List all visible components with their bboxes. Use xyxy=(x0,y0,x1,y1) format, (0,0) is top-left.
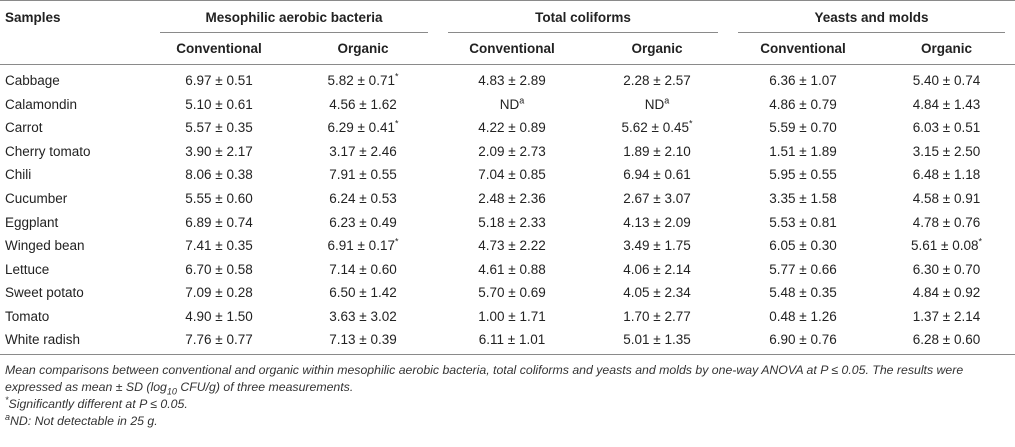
value-cell xyxy=(150,116,288,140)
value-text: 3.17 ± 2.46 xyxy=(329,143,397,159)
value-cell xyxy=(438,234,586,258)
value-text: 6.23 ± 0.49 xyxy=(329,214,397,230)
value-text: 1.51 ± 1.89 xyxy=(769,143,837,159)
table-row xyxy=(0,210,1015,234)
value-cell xyxy=(728,116,878,140)
value-cell xyxy=(728,93,878,117)
value-cell xyxy=(878,281,1015,305)
value-text: 6.90 ± 0.76 xyxy=(769,332,837,348)
footnote-mark: * xyxy=(688,118,693,129)
sample-name-cell: Winged bean xyxy=(5,238,85,254)
value-text: 3.35 ± 1.58 xyxy=(769,191,837,206)
sample-name-cell: Eggplant xyxy=(5,214,59,230)
value-cell xyxy=(288,116,438,140)
value-text: 5.57 ± 0.35 xyxy=(185,120,253,136)
sample-name-cell: White radish xyxy=(0,328,150,354)
value-cell xyxy=(288,65,438,93)
sub-header-conventional: Conventional xyxy=(150,33,288,65)
value-cell xyxy=(586,234,728,258)
value-cell xyxy=(586,328,728,354)
value-cell xyxy=(878,116,1015,140)
value-text: 5.61 ± 0.08 xyxy=(911,238,979,254)
value-text: 3.49 ± 1.75 xyxy=(623,238,691,254)
value-cell xyxy=(288,304,438,328)
empty-header-cell xyxy=(0,33,150,65)
footnote-nd: $^a$ND: Not detectable in 25 g. xyxy=(5,411,158,428)
value-text: 7.76 ± 0.77 xyxy=(185,332,253,348)
value-cell xyxy=(288,281,438,305)
value-text: 2.28 ± 2.57 xyxy=(623,73,691,89)
sample-name-cell: Tomato xyxy=(5,308,50,324)
value-text: 0.48 ± 1.26 xyxy=(769,308,837,324)
value-cell xyxy=(438,163,586,187)
sub-header-conventional: Conventional xyxy=(438,33,586,65)
table-row xyxy=(0,65,1015,93)
footnote-significance: *Significantly different at P ≤ 0.05. xyxy=(5,394,188,411)
value-cell xyxy=(150,281,288,305)
value-text: 6.94 ± 0.61 xyxy=(623,167,691,183)
value-cell xyxy=(586,140,728,164)
value-text: 5.77 ± 0.66 xyxy=(769,261,837,277)
value-cell xyxy=(728,65,878,93)
value-text: 1.70 ± 2.77 xyxy=(623,308,691,324)
value-cell xyxy=(150,234,288,258)
value-text: 3.90 ± 2.17 xyxy=(185,143,253,159)
value-text: 6.03 ± 0.51 xyxy=(912,120,981,136)
value-text: 7.41 ± 0.35 xyxy=(185,238,253,254)
value-text: 4.22 ± 0.89 xyxy=(478,120,546,136)
value-text: 2.48 ± 2.36 xyxy=(478,191,546,206)
value-cell xyxy=(878,93,1015,117)
value-cell xyxy=(150,257,288,281)
table-footnotes xyxy=(0,362,1015,430)
table-row xyxy=(0,116,1015,140)
yeasts-header: Yeasts and molds xyxy=(728,1,1015,34)
value-cell xyxy=(150,140,288,164)
value-text: ND xyxy=(644,96,665,112)
value-cell xyxy=(586,93,728,117)
value-text: 6.29 ± 0.41 xyxy=(327,120,395,136)
mesophilic-header: Mesophilic aerobic bacteria xyxy=(150,1,438,34)
sample-name-cell: Carrot xyxy=(5,120,43,136)
value-cell xyxy=(586,304,728,328)
footnote-method: Mean comparisons between conventional and organic within mesophilic aerobic bacteria, total coliforms and yeasts and molds by one-way ANOVA at P ≤ 0.05. The results were expressed as mean ± SD ($\log_{10}$ CFU/g) of three measurements. xyxy=(5,362,964,397)
value-cell xyxy=(288,163,438,187)
table-body xyxy=(0,65,1015,355)
sample-name-cell: Cabbage xyxy=(5,73,60,89)
value-text: 4.90 ± 1.50 xyxy=(185,308,253,324)
value-cell xyxy=(438,281,586,305)
value-text: 5.62 ± 0.45 xyxy=(621,120,689,136)
value-text: 5.70 ± 0.69 xyxy=(478,285,546,301)
header-group-row xyxy=(0,1,1015,34)
value-cell xyxy=(878,163,1015,187)
value-cell xyxy=(150,328,288,354)
value-cell xyxy=(438,187,586,211)
value-text: 5.59 ± 0.70 xyxy=(769,120,837,136)
sample-name-cell: Calamondin xyxy=(5,96,78,112)
value-text: 4.83 ± 2.89 xyxy=(478,73,546,89)
table-row xyxy=(0,281,1015,305)
value-cell xyxy=(586,116,728,140)
value-text: 5.48 ± 0.35 xyxy=(769,285,837,301)
value-text: 3.15 ± 2.50 xyxy=(912,143,981,159)
value-text: 5.82 ± 0.71 xyxy=(327,73,395,89)
value-text: 2.09 ± 2.73 xyxy=(478,143,546,159)
sub-header-organic: Organic xyxy=(288,33,438,65)
value-text: 6.97 ± 0.51 xyxy=(185,73,253,89)
footnote-mark: * xyxy=(394,71,399,82)
value-cell xyxy=(586,65,728,93)
value-text: 7.14 ± 0.60 xyxy=(329,261,397,277)
value-text: 4.78 ± 0.76 xyxy=(912,214,981,230)
value-text: 4.73 ± 2.22 xyxy=(478,238,546,254)
value-text: 7.09 ± 0.28 xyxy=(185,285,253,301)
value-cell xyxy=(438,257,586,281)
value-cell xyxy=(878,210,1015,234)
value-cell xyxy=(438,93,586,117)
sample-name-cell: Cherry tomato xyxy=(5,143,91,159)
value-text: 4.13 ± 2.09 xyxy=(623,214,691,230)
value-text: 8.06 ± 0.38 xyxy=(185,167,253,183)
value-text: 6.89 ± 0.74 xyxy=(185,214,253,230)
value-text: 6.70 ± 0.58 xyxy=(185,261,253,277)
sample-name-cell: Chili xyxy=(5,167,32,183)
value-text: 3.63 ± 3.02 xyxy=(329,308,397,324)
value-cell xyxy=(728,304,878,328)
value-cell xyxy=(438,304,586,328)
sample-name-cell: Cucumber xyxy=(5,191,68,206)
value-cell xyxy=(878,65,1015,93)
value-text: ND xyxy=(499,96,520,112)
value-cell xyxy=(728,210,878,234)
sub-header-organic: Organic xyxy=(878,33,1015,65)
table-row xyxy=(0,163,1015,187)
value-cell xyxy=(438,116,586,140)
value-cell xyxy=(878,304,1015,328)
value-cell xyxy=(878,187,1015,211)
value-cell xyxy=(438,140,586,164)
value-cell xyxy=(150,210,288,234)
value-cell xyxy=(288,257,438,281)
value-cell xyxy=(288,187,438,211)
value-text: 4.56 ± 1.62 xyxy=(329,96,397,112)
value-text: 4.84 ± 1.43 xyxy=(912,96,981,112)
value-text: 5.40 ± 0.74 xyxy=(912,73,981,89)
value-cell xyxy=(728,281,878,305)
value-cell xyxy=(438,65,586,93)
value-cell xyxy=(728,328,878,354)
value-cell xyxy=(288,328,438,354)
footnote-mark: * xyxy=(394,118,399,129)
table-row xyxy=(0,187,1015,211)
value-cell xyxy=(586,187,728,211)
sub-header-organic: Organic xyxy=(586,33,728,65)
samples-header: Samples xyxy=(5,9,61,25)
value-cell xyxy=(150,163,288,187)
value-text: 1.00 ± 1.71 xyxy=(478,308,546,324)
value-text: 7.91 ± 0.55 xyxy=(329,167,397,183)
value-text: 6.48 ± 1.18 xyxy=(912,167,981,183)
value-text: 6.24 ± 0.53 xyxy=(329,191,397,206)
footnote-mark: * xyxy=(978,236,983,247)
footnote-mark: * xyxy=(394,236,399,247)
value-text: 5.95 ± 0.55 xyxy=(769,167,837,183)
value-text: 5.01 ± 1.35 xyxy=(623,332,691,348)
value-cell xyxy=(728,140,878,164)
value-text: 4.05 ± 2.34 xyxy=(623,285,691,301)
table-row xyxy=(0,257,1015,281)
value-text: 4.58 ± 0.91 xyxy=(912,191,981,206)
value-cell xyxy=(878,257,1015,281)
value-text: 7.04 ± 0.85 xyxy=(478,167,546,183)
table-row xyxy=(0,140,1015,164)
value-cell xyxy=(878,234,1015,258)
value-cell xyxy=(728,234,878,258)
value-text: 6.05 ± 0.30 xyxy=(769,238,837,254)
value-text: 5.55 ± 0.60 xyxy=(185,191,253,206)
footnote-mark: a xyxy=(519,95,525,106)
value-cell xyxy=(150,93,288,117)
value-cell xyxy=(150,187,288,211)
value-cell xyxy=(728,187,878,211)
value-cell xyxy=(586,163,728,187)
value-text: 4.86 ± 0.79 xyxy=(769,96,837,112)
value-cell xyxy=(288,234,438,258)
value-text: 5.10 ± 0.61 xyxy=(185,96,253,112)
value-text: 5.18 ± 2.33 xyxy=(478,214,546,230)
value-text: 6.50 ± 1.42 xyxy=(329,285,397,301)
value-cell xyxy=(586,257,728,281)
value-cell xyxy=(878,140,1015,164)
value-cell xyxy=(728,163,878,187)
value-cell xyxy=(438,328,586,354)
value-text: 6.30 ± 0.70 xyxy=(912,261,981,277)
value-text: 7.13 ± 0.39 xyxy=(329,332,397,348)
value-text: 6.11 ± 1.01 xyxy=(478,332,546,348)
value-text: 4.61 ± 0.88 xyxy=(478,261,546,277)
value-text: 6.91 ± 0.17 xyxy=(327,238,395,254)
value-cell xyxy=(288,140,438,164)
table-row xyxy=(0,93,1015,117)
value-cell xyxy=(150,65,288,93)
value-cell xyxy=(586,210,728,234)
value-cell xyxy=(288,210,438,234)
value-cell xyxy=(728,257,878,281)
value-text: 4.06 ± 2.14 xyxy=(623,261,691,277)
header-sub-row xyxy=(0,33,1015,65)
sample-name-cell: Sweet potato xyxy=(5,285,84,301)
value-cell xyxy=(586,281,728,305)
value-cell xyxy=(288,93,438,117)
table-row xyxy=(0,328,1015,354)
footnote-mark: a xyxy=(664,95,670,106)
table-row xyxy=(0,234,1015,258)
value-text: 1.89 ± 2.10 xyxy=(623,143,691,159)
table-row xyxy=(0,304,1015,328)
value-text: 4.84 ± 0.92 xyxy=(912,285,981,301)
value-text: 2.67 ± 3.07 xyxy=(623,191,691,206)
coliforms-header: Total coliforms xyxy=(438,1,728,34)
value-text: 1.37 ± 2.14 xyxy=(912,308,981,324)
value-cell xyxy=(878,328,1015,354)
value-text: 6.36 ± 1.07 xyxy=(769,73,837,89)
value-cell xyxy=(438,210,586,234)
value-text: 5.53 ± 0.81 xyxy=(769,214,837,230)
value-text: 6.28 ± 0.60 xyxy=(912,332,981,348)
value-cell xyxy=(150,304,288,328)
sample-name-cell: Lettuce xyxy=(5,261,50,277)
sub-header-conventional: Conventional xyxy=(728,33,878,65)
